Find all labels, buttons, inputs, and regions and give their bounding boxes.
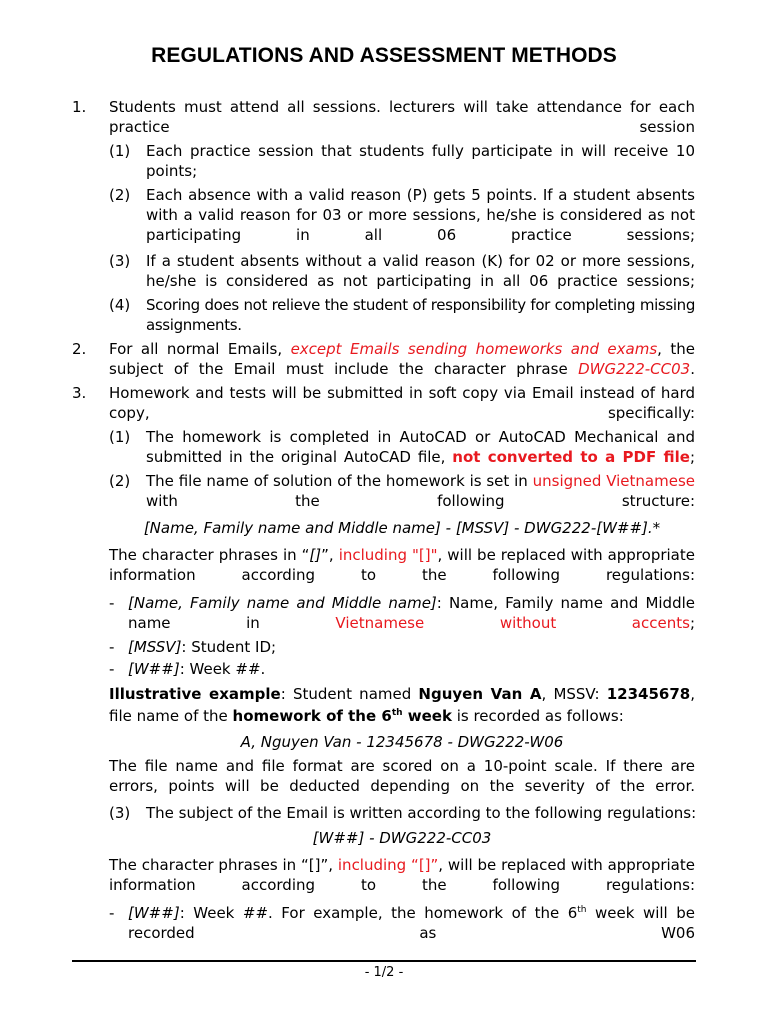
bullet-week-example: [W##]: Week ##. For example, the homework of the 6th week will be recorded as W06: [128, 904, 695, 942]
bullet-dash: -: [109, 660, 115, 678]
item-3-sub-2-text: The file name of solution of the homework is set in unsigned Vietnamese with the following structure:: [146, 472, 695, 510]
item-1-sub-3-text: If a student absents without a valid reason (K) for 02 or more sessions, he/she is considered as not participating in all 06 practice sessions;: [146, 252, 695, 290]
phrase-rule-2: The character phrases in “[]”, including “[]”, will be replaced with appropriate information according to the following regulations:: [109, 856, 695, 894]
item-2-text: For all normal Emails, except Emails sending homeworks and exams, the subject of the Email must include the character phrase DWG222-CC03.: [109, 340, 696, 378]
item-1-number: 1.: [72, 98, 87, 116]
item-1-sub-1-text: Each practice session that students fully participate in will receive 10 points;: [146, 142, 695, 180]
bullet-dash: -: [109, 904, 115, 922]
illustrative-example: Illustrative example: Student named Nguyen Van A, MSSV: 12345678,: [109, 685, 695, 703]
email-exception-note: except Emails sending homeworks and exams: [290, 340, 658, 358]
item-1-sub-1-number: (1): [109, 142, 131, 160]
unsigned-vietnamese-note: unsigned Vietnamese: [532, 472, 695, 490]
item-1-sub-4-number: (4): [109, 296, 131, 314]
item-1-sub-2-number: (2): [109, 186, 131, 204]
bullet-dash: -: [109, 638, 115, 656]
item-1-text: Students must attend all sessions. lecturers will take attendance for each practice session: [109, 98, 695, 136]
bullet-mssv-rule: [MSSV]: Student ID;: [128, 638, 277, 656]
email-subject-format: [W##] - DWG222-CC03: [312, 829, 492, 847]
page-number: - 1/2 -: [364, 965, 404, 980]
item-1-sub-4-text: Scoring does not relieve the student of responsibility for completing missing assignments.: [146, 296, 695, 334]
item-3-text: Homework and tests will be submitted in soft copy via Email instead of hard copy, specifically:: [109, 384, 695, 422]
item-3-sub-3-number: (3): [109, 804, 131, 822]
example-file-name: A, Nguyen Van - 12345678 - DWG222-W06: [240, 733, 564, 751]
email-subject-phrase: DWG222-CC03: [578, 360, 691, 378]
bullet-dash: -: [109, 594, 115, 612]
scoring-note: The file name and file format are scored on a 10-point scale. If there are errors, points will be deducted depending on the severity of the error.: [109, 757, 695, 795]
bullet-week-rule: [W##]: Week ##.: [128, 660, 266, 678]
pdf-warning: not converted to a PDF file: [452, 448, 690, 466]
item-2-number: 2.: [72, 340, 87, 358]
footer-divider: [72, 960, 696, 962]
item-3-sub-1-text: The homework is completed in AutoCAD or AutoCAD Mechanical and submitted in the original AutoCAD file, not converted to a PDF file;: [146, 428, 696, 466]
item-3-sub-3-text: The subject of the Email is written according to the following regulations:: [146, 804, 697, 822]
page-title: REGULATIONS AND ASSESSMENT METHODS: [151, 44, 617, 67]
item-1-sub-3-number: (3): [109, 252, 131, 270]
file-name-structure: [Name, Family name and Middle name] - [MSSV] - DWG222-[W##].*: [143, 519, 661, 537]
illustrative-example-cont: file name of the homework of the 6th week is recorded as follows:: [109, 707, 624, 725]
item-3-sub-1-number: (1): [109, 428, 131, 446]
bullet-name-rule: [Name, Family name and Middle name]: Name, Family name and Middle name in Vietnamese without accents;: [128, 594, 695, 632]
item-3-sub-2-number: (2): [109, 472, 131, 490]
item-1-sub-2-text: Each absence with a valid reason (P) gets 5 points. If a student absents with a valid reason for 03 or more sessions, he/she is considered as not participating in all 06 practice sessions;: [146, 186, 695, 244]
phrase-rule-1: The character phrases in “[]”, including "[]", will be replaced with appropriate information according to the following regulations:: [109, 546, 695, 584]
item-3-number: 3.: [72, 384, 87, 402]
